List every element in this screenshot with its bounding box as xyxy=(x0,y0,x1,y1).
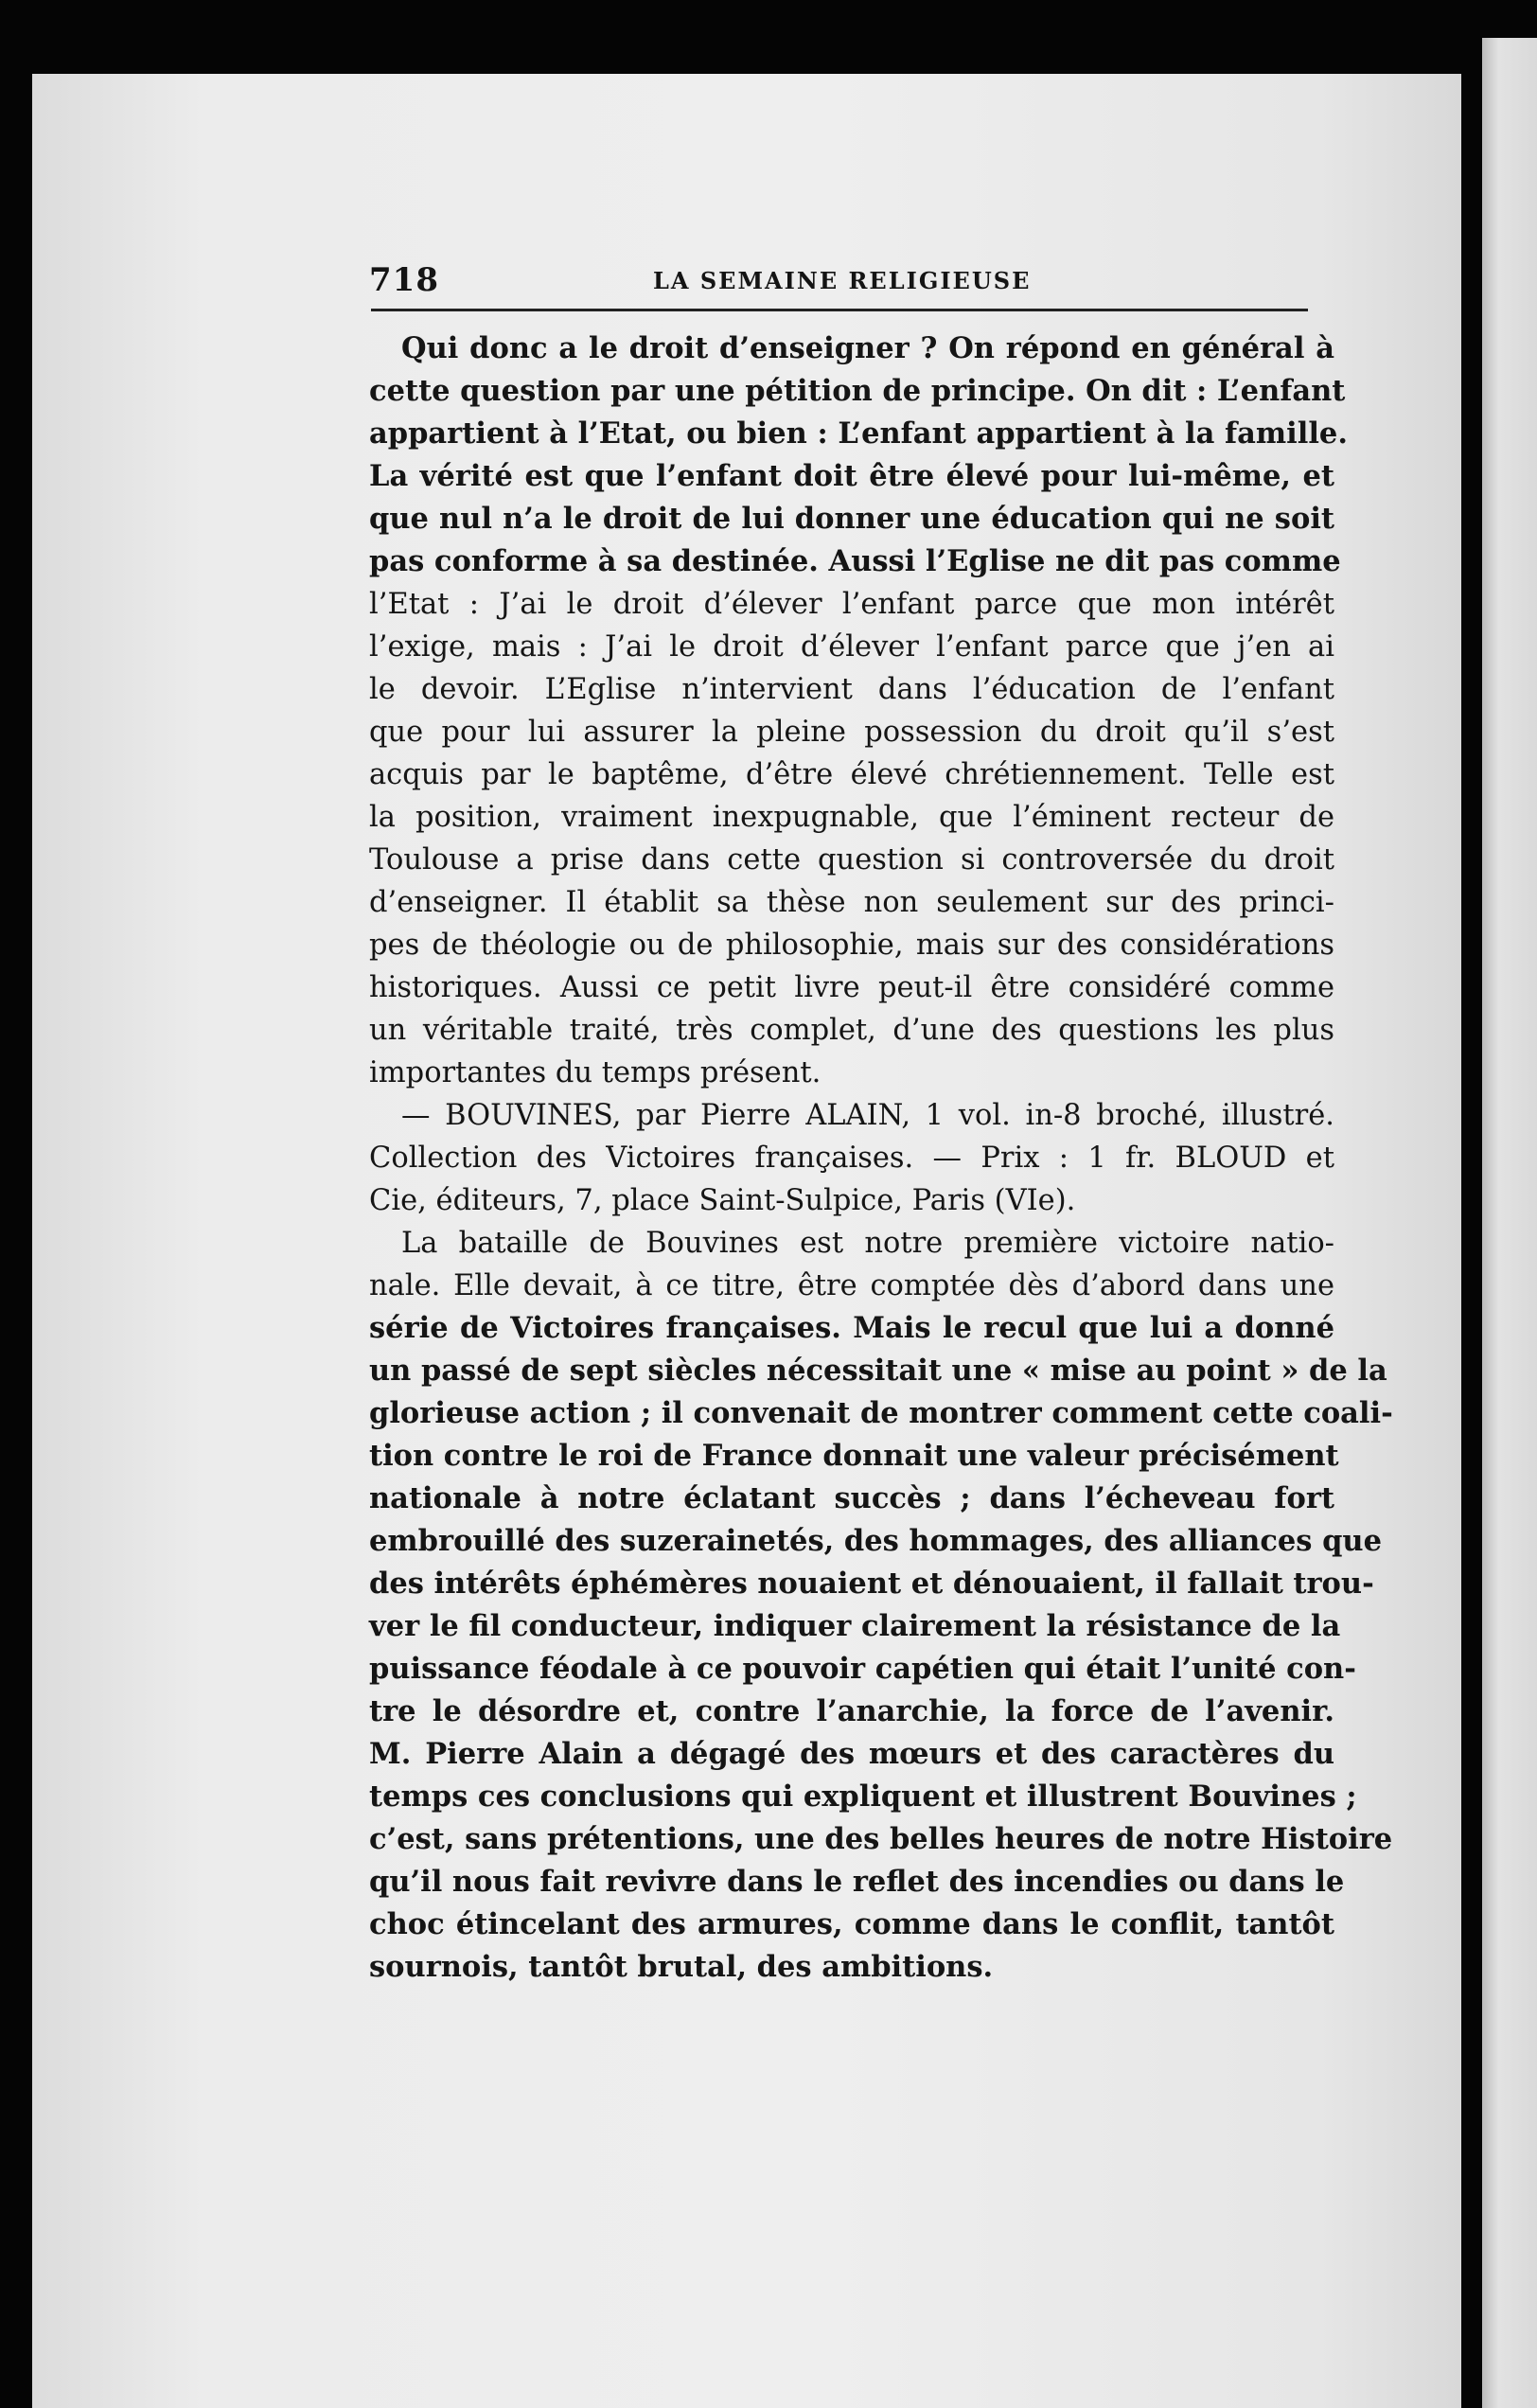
text-line: Cie, éditeurs, 7, place Saint-Sulpice, Paris (VIe). xyxy=(369,1184,1076,1217)
text-line: d’enseigner. Il établit sa thèse non seulement sur des princi- xyxy=(369,886,1334,919)
text-line: la position, vraiment inexpugnable, que l’éminent recteur de xyxy=(369,801,1334,834)
text-line: c’est, sans prétentions, une des belles heures de notre Histoire xyxy=(369,1822,1393,1856)
text-line: cette question par une pétition de principe. On dit : L’enfant xyxy=(369,374,1346,408)
text-line: nale. Elle devait, à ce titre, être comptée dès d’abord dans une xyxy=(369,1269,1334,1302)
text-line: Toulouse a prise dans cette question si controversée du droit xyxy=(369,843,1334,876)
text-line: choc étincelant des armures, comme dans le conflit, tantôt xyxy=(369,1907,1334,1941)
text-line: glorieuse action ; il convenait de montrer comment cette coali- xyxy=(369,1396,1393,1430)
text-line: embrouillé des suzerainetés, des hommages, des alliances que xyxy=(369,1524,1383,1558)
header-rule xyxy=(371,309,1308,311)
text-line: le devoir. L’Eglise n’intervient dans l’éducation de l’enfant xyxy=(369,673,1334,706)
page-number: 718 xyxy=(369,261,439,299)
text-line: — BOUVINES, par Pierre ALAIN, 1 vol. in-8 broché, illustré. xyxy=(401,1099,1334,1132)
text-line: M. Pierre Alain a dégagé des mœurs et des caractères du xyxy=(369,1737,1334,1771)
text-line: des intérêts éphémères nouaient et dénouaient, il fallait trou- xyxy=(369,1567,1374,1601)
text-line: La vérité est que l’enfant doit être élevé pour lui-même, et xyxy=(369,459,1334,493)
text-line: pes de théologie ou de philosophie, mais sur des considérations xyxy=(369,929,1334,962)
text-line: Collection des Victoires françaises. — Prix : 1 fr. BLOUD et xyxy=(369,1142,1334,1175)
text-line: Qui donc a le droit d’enseigner ? On répond en général à xyxy=(401,331,1334,365)
text-line: appartient à l’Etat, ou bien : L’enfant appartient à la famille. xyxy=(369,416,1348,451)
text-line: l’exige, mais : J’ai le droit d’élever l’enfant parce que j’en ai xyxy=(369,630,1334,664)
text-line: temps ces conclusions qui expliquent et illustrent Bouvines ; xyxy=(369,1779,1357,1814)
running-title: LA SEMAINE RELIGIEUSE xyxy=(653,267,1032,294)
text-line: puissance féodale à ce pouvoir capétien qui était l’unité con- xyxy=(369,1652,1356,1686)
text-line: importantes du temps présent. xyxy=(369,1056,822,1089)
body-text xyxy=(369,328,1393,1989)
text-line: tre le désordre et, contre l’anarchie, la force de l’avenir. xyxy=(369,1694,1334,1728)
adjacent-page-edge xyxy=(1482,38,1537,2408)
text-line: La bataille de Bouvines est notre première victoire natio- xyxy=(401,1227,1334,1260)
text-line: nationale à notre éclatant succès ; dans l’écheveau fort xyxy=(369,1481,1334,1515)
text-line: historiques. Aussi ce petit livre peut-il être considéré comme xyxy=(369,971,1334,1004)
text-line: acquis par le baptême, d’être élevé chrétiennement. Telle est xyxy=(369,758,1334,791)
text-line: un passé de sept siècles nécessitait une « mise au point » de la xyxy=(369,1354,1387,1388)
text-line: tion contre le roi de France donnait une valeur précisément xyxy=(369,1439,1339,1473)
text-line: sournois, tantôt brutal, des ambitions. xyxy=(369,1950,994,1984)
text-line: que pour lui assurer la pleine possession du droit qu’il s’est xyxy=(369,716,1334,749)
text-line: pas conforme à sa destinée. Aussi l’Eglise ne dit pas comme xyxy=(369,544,1341,578)
text-line: un véritable traité, très complet, d’une des questions les plus xyxy=(369,1014,1334,1047)
text-line: que nul n’a le droit de lui donner une éducation qui ne soit xyxy=(369,502,1334,536)
text-line: l’Etat : J’ai le droit d’élever l’enfant parce que mon intérêt xyxy=(369,588,1334,621)
text-line: série de Victoires françaises. Mais le recul que lui a donné xyxy=(369,1311,1334,1345)
text-line: ver le fil conducteur, indiquer clairement la résistance de la xyxy=(369,1609,1341,1643)
page-header xyxy=(369,261,1316,299)
text-line: qu’il nous fait revivre dans le reflet des incendies ou dans le xyxy=(369,1865,1345,1899)
